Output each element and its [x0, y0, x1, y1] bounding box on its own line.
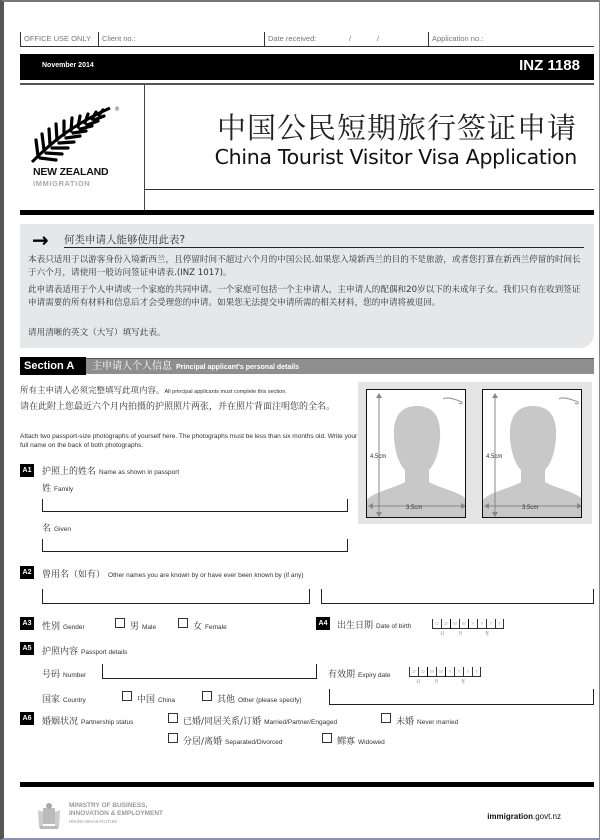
a2-en: Other names you are known by or have ever been known by (if any) [108, 572, 304, 579]
widowed-label [337, 734, 385, 747]
year-sublabel: 年 [485, 632, 490, 637]
photo-height-label: 4.5cm [486, 454, 503, 460]
logo-text-new-zealand: NEW ZEALAND [33, 166, 109, 178]
china-en: China [158, 697, 175, 704]
intro-zh: 所有主申请人必须完整填写此项内容。 [20, 386, 165, 396]
expiry-date-label [328, 667, 391, 680]
url-suffix: .govt.nz [532, 812, 561, 821]
org-line-3: HĪKINA WHAKATUTUKI [69, 819, 118, 824]
divider [20, 210, 594, 215]
expiry-date-input[interactable] [409, 667, 481, 677]
divider [144, 189, 594, 190]
number-en: Number [63, 672, 87, 679]
section-a-intro [20, 384, 287, 396]
a2-zh: 曾用名（如有） [42, 570, 106, 580]
date-digit-box[interactable]: D [432, 619, 441, 629]
date-digit-box[interactable]: D [441, 619, 450, 629]
married-label [183, 714, 337, 727]
widowed-en: Widowed [358, 739, 385, 746]
question-badge-a5: A5 [20, 642, 34, 655]
photo-width-label: 3.5cm [406, 505, 423, 511]
date-separator: / [349, 34, 352, 43]
day-sublabel: 日 [440, 632, 445, 637]
date-digit-box[interactable]: Y [454, 667, 463, 677]
given-zh: 名 [42, 524, 52, 534]
question-badge-a4: A4 [316, 617, 330, 630]
country-zh: 国家 [42, 695, 61, 705]
married-en: Married/Partner/Engaged [264, 719, 338, 726]
year-sublabel: 年 [461, 680, 466, 685]
a1-en: Name as shown in passport [99, 469, 180, 476]
country-china-checkbox[interactable] [122, 691, 132, 701]
never-en: Never married [417, 719, 459, 726]
photo-attachment-area-2[interactable] [474, 382, 592, 524]
section-a-title [92, 360, 299, 375]
gender-male-checkbox[interactable] [115, 618, 125, 628]
number-zh: 号码 [42, 670, 61, 680]
a3-zh: 性别 [42, 622, 61, 632]
female-en: Female [205, 624, 227, 631]
family-zh: 姓 [42, 484, 52, 494]
separated-zh: 分居/离婚 [183, 737, 223, 747]
other-names-input-1[interactable] [42, 589, 310, 604]
family-name-input[interactable] [42, 499, 348, 512]
other-names-input-2[interactable] [321, 589, 594, 604]
married-zh: 已婚/同居关系/订婚 [183, 717, 262, 727]
photo-instruction-en: Attach two passport-size photographs of yourself here. The photographs must be less than six months old. Write your full name on the back of both photographs. [20, 433, 358, 449]
photo-height-label: 4.5cm [370, 454, 387, 460]
divider [64, 247, 584, 248]
male-zh: 男 [130, 622, 140, 632]
question-badge-a6: A6 [20, 712, 34, 725]
a1-zh: 护照上的姓名 [42, 467, 97, 477]
family-en: Family [54, 486, 74, 493]
divider [20, 782, 594, 787]
widowed-checkbox[interactable] [322, 733, 332, 743]
a5-zh: 护照内容 [42, 647, 79, 657]
page-title-english: China Tourist Visitor Visa Application [214, 145, 577, 169]
male-en: Male [142, 624, 157, 631]
question-a6-label [42, 714, 133, 727]
date-digit-box[interactable]: Y [477, 619, 486, 629]
date-digit-box[interactable]: Y [472, 667, 481, 677]
china-zh: 中国 [137, 695, 156, 705]
org-line-1: MINISTRY OF BUSINESS, [69, 802, 148, 809]
date-digit-box[interactable]: Y [468, 619, 477, 629]
date-separator: / [377, 34, 380, 43]
date-digit-box[interactable]: D [409, 667, 418, 677]
month-sublabel: 月 [434, 680, 439, 685]
a4-en: Date of birth [376, 623, 412, 630]
a6-zh: 婚姻状况 [42, 717, 79, 727]
country-label [42, 692, 86, 705]
url-domain: immigration [487, 812, 533, 821]
never-zh: 未婚 [396, 717, 415, 727]
date-of-birth-input[interactable] [432, 619, 504, 629]
country-en: Country [63, 697, 86, 704]
form-code: INZ 1188 [519, 57, 580, 74]
registered-mark: ® [114, 106, 120, 113]
form-date: November 2014 [42, 62, 94, 69]
date-received-field[interactable] [264, 32, 428, 47]
office-use-row [20, 32, 594, 47]
family-name-label [42, 481, 73, 494]
page-title-chinese: 中国公民短期旅行签证申请 [216, 111, 577, 145]
eligibility-paragraph: 请用清晰的英文（大写）填写此表。 [28, 328, 166, 338]
a5-en: Passport details [81, 649, 128, 656]
never-married-label [396, 714, 458, 727]
eligibility-paragraph: 本表只适用于以游客身份入境新西兰，且停留时间不超过六个月的中国公民.如果您入境新西兰的目的不是旅游，或者您打算在新西兰停留的时间长于六个月，请使用一般访问签证申请表.(INZ 1017)。 [28, 255, 581, 278]
gender-female-checkbox[interactable] [178, 618, 188, 628]
section-a-label: Section A [20, 357, 86, 375]
passport-number-label [42, 667, 86, 680]
expiry-en: Expiry date [358, 672, 391, 679]
date-digit-box[interactable]: Y [486, 619, 495, 629]
office-use-label: OFFICE USE ONLY [20, 32, 91, 47]
female-zh: 女 [193, 622, 203, 632]
question-a1-label [42, 464, 179, 477]
question-badge-a1: A1 [20, 464, 34, 477]
male-label [130, 619, 156, 632]
country-other-checkbox[interactable] [202, 691, 212, 701]
date-digit-box[interactable]: M [436, 667, 445, 677]
section-a-header [20, 358, 594, 374]
application-no-field[interactable] [428, 32, 594, 47]
org-line-2: INNOVATION & EMPLOYMENT [69, 810, 164, 817]
married-checkbox[interactable] [168, 713, 178, 723]
other-zh: 其他 [217, 695, 236, 705]
ministry-logo-text [69, 802, 163, 826]
passport-photo-placeholder [366, 389, 466, 518]
photo-width-label: 3.5cm [522, 505, 539, 511]
a4-zh: 出生日期 [337, 621, 374, 631]
question-a4-label [337, 618, 411, 631]
divider [20, 83, 594, 85]
date-digit-box[interactable]: M [427, 667, 436, 677]
website-link[interactable] [487, 812, 561, 821]
other-country-input[interactable] [329, 689, 594, 705]
expiry-zh: 有效期 [328, 670, 356, 680]
divider [144, 85, 145, 210]
intro-en: All principal applicants must complete this section. [164, 389, 287, 395]
day-sublabel: 日 [416, 680, 421, 685]
eligibility-info-box [20, 224, 594, 348]
separated-en: Separated/Divorced [225, 739, 283, 746]
date-digit-box[interactable]: M [459, 619, 468, 629]
other-country-label [217, 692, 302, 705]
question-a3-label [42, 619, 85, 632]
female-label [193, 619, 227, 632]
separated-label [183, 734, 283, 747]
logo-text-immigration: IMMIGRATION [33, 179, 91, 188]
photo-attachment-area-1[interactable] [358, 382, 476, 524]
date-digit-box[interactable]: M [450, 619, 459, 629]
given-name-label [42, 521, 71, 534]
coat-of-arms-icon [36, 802, 62, 830]
a3-en: Gender [63, 624, 85, 631]
month-sublabel: 月 [458, 632, 463, 637]
passport-photo-placeholder [482, 389, 582, 518]
date-digit-box[interactable]: Y [495, 619, 504, 629]
question-badge-a2: A2 [20, 566, 34, 579]
silver-fern-icon [30, 104, 116, 166]
given-en: Given [54, 526, 71, 533]
date-digit-box[interactable]: D [418, 667, 427, 677]
question-badge-a3: A3 [20, 617, 34, 630]
client-no-field[interactable] [98, 32, 258, 47]
separated-checkbox[interactable] [168, 733, 178, 743]
date-received-label: Date received: [268, 34, 317, 43]
passport-number-input[interactable] [102, 664, 317, 679]
question-a5-label [42, 644, 127, 657]
section-a-title-zh: 主申请人个人信息 [92, 361, 172, 372]
client-no-label: Client no.: [102, 34, 136, 43]
form-header-bar [20, 54, 594, 80]
arrow-right-icon: → [32, 228, 49, 252]
never-married-checkbox[interactable] [381, 713, 391, 723]
section-a-title-en: Principal applicant's personal details [176, 364, 300, 371]
nz-immigration-logo [30, 104, 130, 194]
other-en: Other (please specify) [238, 697, 302, 704]
a6-en: Partnership status [81, 719, 134, 726]
photo-instruction-zh: 请在此附上您最近六个月内拍摄的护照照片两张，并在照片背面注明您的全名。 [20, 402, 336, 412]
given-name-input[interactable] [42, 539, 348, 552]
date-digit-box[interactable]: Y [445, 667, 454, 677]
application-no-label: Application no.: [432, 34, 484, 43]
date-digit-box[interactable]: Y [463, 667, 472, 677]
widowed-zh: 鳏寡 [337, 737, 356, 747]
eligibility-paragraph: 此申请表适用于个人申请或一个家庭的共同申请。一个家庭可包括一个主申请人，主申请人的配偶和20岁以下的未成年子女。我们只有在收到签证申请需要的所有材料和信息后才会受理您的申请。如果您无法提交申请所需的相关材料，您的申请将被退回。 [28, 285, 581, 308]
china-label [137, 692, 175, 705]
eligibility-question: 何类申请人能够使用此表? [64, 234, 186, 246]
question-a2-label [42, 567, 303, 580]
